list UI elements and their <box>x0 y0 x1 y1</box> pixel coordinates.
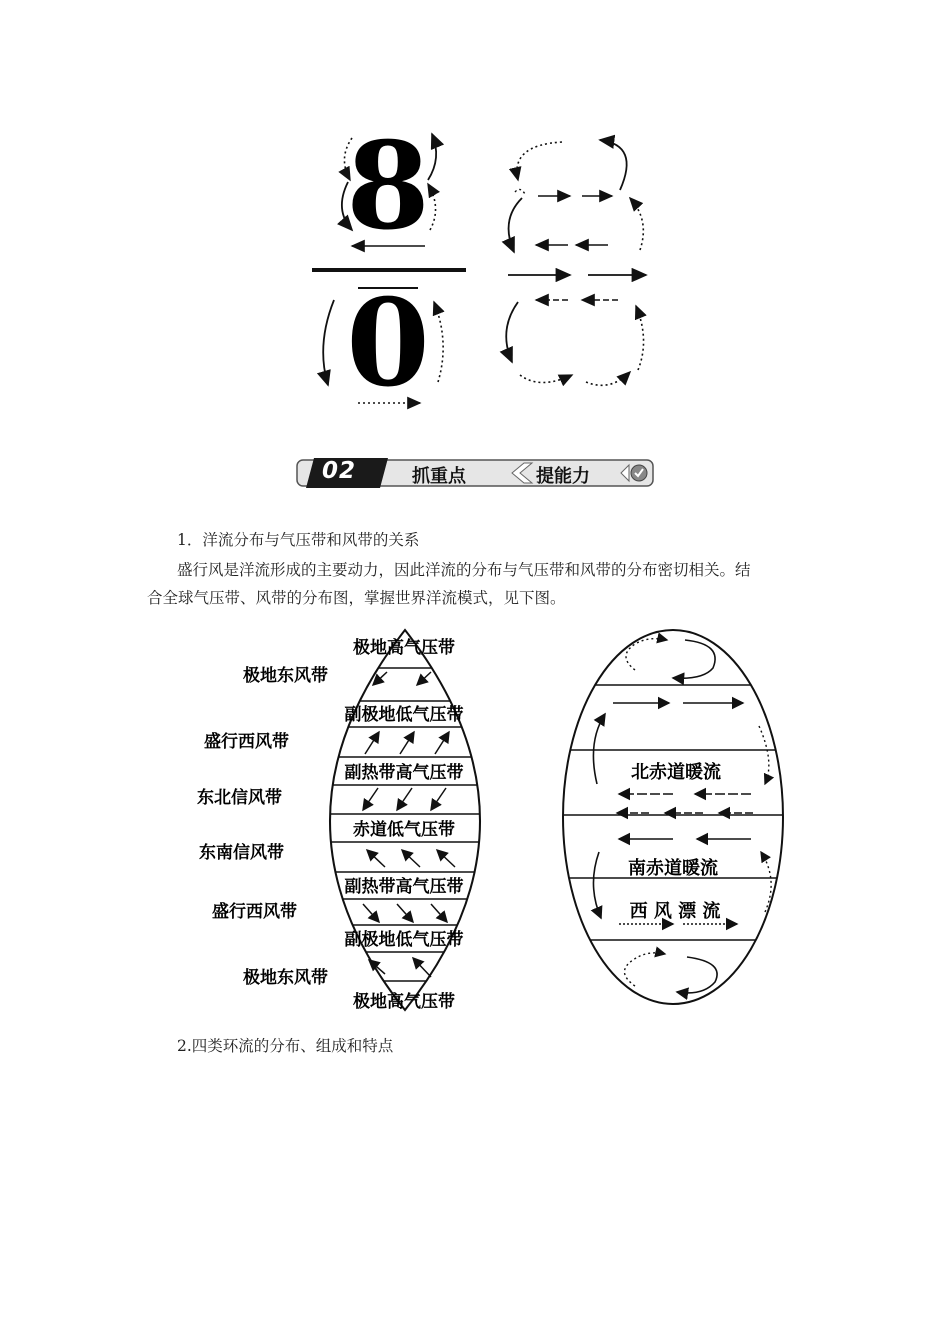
section-banner <box>296 455 656 491</box>
section1-paragraph-line2: 合全球气压带、风带的分布图，掌握世界洋流模式，见下图。 <box>147 589 566 607</box>
banner-left-label: 抓重点 <box>412 466 466 487</box>
pressure-belt-label: 副极地低气压带 <box>344 930 464 950</box>
pressure-belt-label: 副热带高气压带 <box>344 763 464 783</box>
wind-belt-label: 东南信风带 <box>199 843 284 863</box>
pressure-belt-label: 副热带高气压带 <box>344 877 464 897</box>
section2-heading: 2.四类环流的分布、组成和特点 <box>177 1037 394 1055</box>
current-mnemonic-figure <box>300 120 660 420</box>
denominator-zero: 0 <box>346 273 430 414</box>
wind-belt-label: 盛行西风带 <box>212 902 297 922</box>
section1-paragraph-line1: 盛行风是洋流形成的主要动力，因此洋流的分布与气压带和风带的分布密切相关。结 <box>177 561 751 579</box>
banner-right-label: 提能力 <box>536 466 590 487</box>
current-label: 西 风 漂 流 <box>629 901 721 922</box>
pressure-belt-label: 赤道低气压带 <box>353 820 455 840</box>
section1-heading: 1．洋流分布与气压带和风带的关系 <box>177 531 420 549</box>
pressure-wind-belts-diagram <box>195 622 515 1017</box>
current-label: 北赤道暖流 <box>631 762 721 783</box>
current-label: 南赤道暖流 <box>628 858 718 879</box>
pressure-belt-label: 极地高气压带 <box>353 992 455 1012</box>
banner-number: 02 <box>322 458 357 484</box>
wind-belt-label: 极地东风带 <box>243 968 328 988</box>
wind-belt-label: 极地东风带 <box>243 666 328 686</box>
pressure-belt-label: 副极地低气压带 <box>344 705 464 725</box>
numerator-eight: 8 <box>346 120 430 257</box>
pressure-belt-label: 极地高气压带 <box>353 638 455 658</box>
ocean-current-model-diagram <box>553 622 793 1012</box>
wind-belt-label: 盛行西风带 <box>204 732 289 752</box>
wind-belt-label: 东北信风带 <box>197 788 282 808</box>
